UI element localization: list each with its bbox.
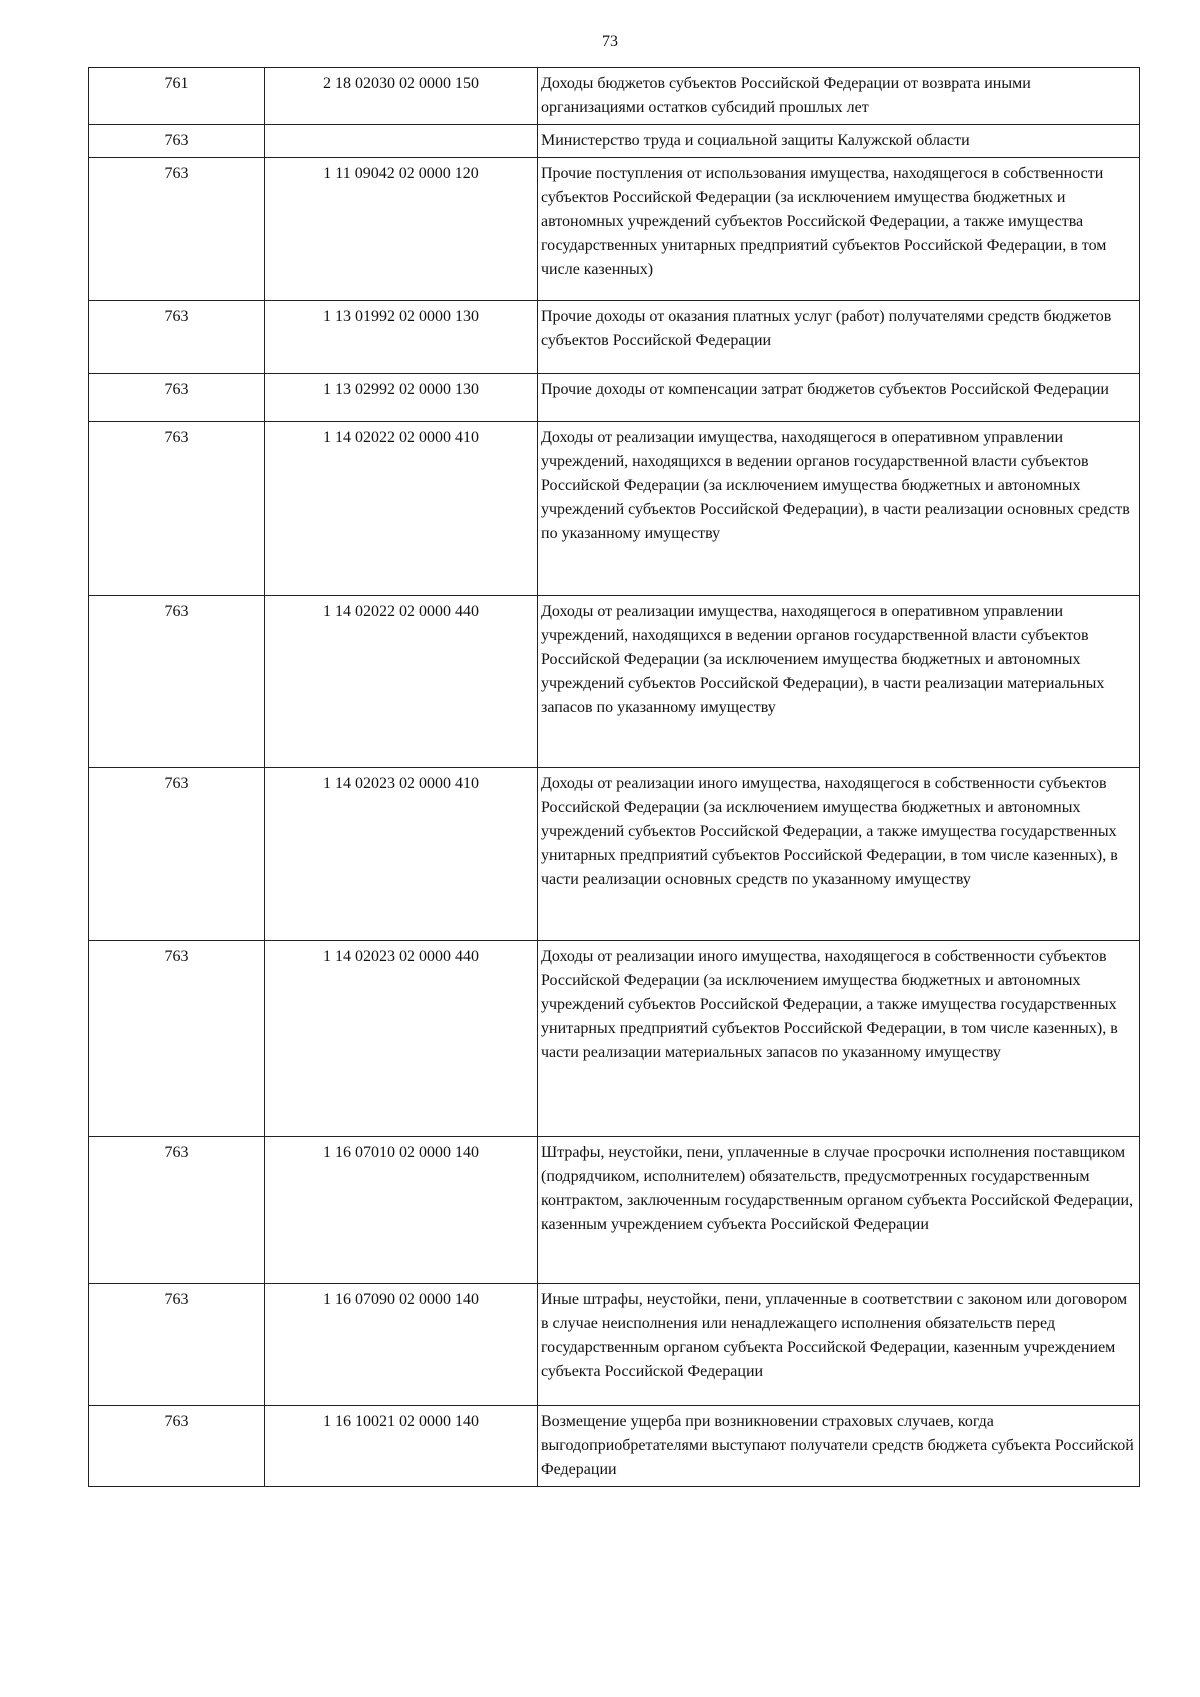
income-name-cell: Прочие доходы от оказания платных услуг (работ) получателями средств бюджетов субъектов Российской Федерации: [538, 301, 1140, 374]
budget-code-cell: 1 13 02992 02 0000 130: [265, 374, 538, 422]
page-number: 73: [602, 33, 618, 50]
income-name-cell: Прочие доходы от компенсации затрат бюджетов субъектов Российской Федерации: [538, 374, 1140, 422]
admin-code-cell: 763: [89, 941, 265, 1137]
income-name-cell: Доходы от реализации иного имущества, находящегося в собственности субъектов Российской Федерации (за исключением имущества бюджетных и автономных учреждений субъектов Российской Федерации, а также имущества государственных унитарных предприятий субъектов Российской Федерации, в том числе казенных), в части реализации основных средств по указанному имуществу: [538, 768, 1140, 941]
table-row: [89, 768, 1140, 941]
budget-code-cell: 1 16 07010 02 0000 140: [265, 1137, 538, 1284]
income-name-cell: Министерство труда и социальной защиты Калужской области: [538, 125, 1140, 158]
table-row: [89, 1284, 1140, 1406]
admin-code-cell: 763: [89, 158, 265, 301]
budget-code-cell: 2 18 02030 02 0000 150: [265, 68, 538, 125]
income-name-cell: Доходы от реализации иного имущества, находящегося в собственности субъектов Российской Федерации (за исключением имущества бюджетных и автономных учреждений субъектов Российской Федерации, а также имущества государственных унитарных предприятий субъектов Российской Федерации, в том числе казенных), в части реализации материальных запасов по указанному имуществу: [538, 941, 1140, 1137]
income-name-cell: Штрафы, неустойки, пени, уплаченные в случае просрочки исполнения поставщиком (подрядчиком, исполнителем) обязательств, предусмотренных государственным контрактом, заключенным государственным органом субъекта Российской Федерации, казенным учреждением субъекта Российской Федерации: [538, 1137, 1140, 1284]
income-name-cell: Возмещение ущерба при возникновении страховых случаев, когда выгодоприобретателями выступают получатели средств бюджета субъекта Российской Федерации: [538, 1406, 1140, 1487]
income-name-cell: Доходы от реализации имущества, находящегося в оперативном управлении учреждений, находящихся в ведении органов государственной власти субъектов Российской Федерации (за исключением имущества бюджетных и автономных учреждений субъектов Российской Федерации), в части реализации материальных запасов по указанному имуществу: [538, 596, 1140, 768]
admin-code-cell: 763: [89, 422, 265, 596]
table-row: [89, 125, 1140, 158]
admin-code-cell: 763: [89, 374, 265, 422]
budget-code-cell: 1 11 09042 02 0000 120: [265, 158, 538, 301]
budget-code-cell: 1 13 01992 02 0000 130: [265, 301, 538, 374]
admin-code-cell: 763: [89, 1137, 265, 1284]
admin-code-cell: 763: [89, 596, 265, 768]
income-name-cell: Доходы бюджетов субъектов Российской Федерации от возврата иными организациями остатков субсидий прошлых лет: [538, 68, 1140, 125]
table-row: [89, 68, 1140, 125]
table-row: [89, 422, 1140, 596]
budget-code-cell: 1 14 02023 02 0000 440: [265, 941, 538, 1137]
revenue-codes-table: [88, 67, 1140, 1487]
budget-code-cell: 1 16 10021 02 0000 140: [265, 1406, 538, 1487]
income-name-cell: Прочие поступления от использования имущества, находящегося в собственности субъектов Российской Федерации (за исключением имущества бюджетных и автономных учреждений субъектов Российской Федерации, а также имущества государственных унитарных предприятий субъектов Российской Федерации, в том числе казенных): [538, 158, 1140, 301]
table-row: [89, 158, 1140, 301]
table-row: [89, 1137, 1140, 1284]
table-row: [89, 596, 1140, 768]
admin-code-cell: 763: [89, 1406, 265, 1487]
table-row: [89, 301, 1140, 374]
admin-code-cell: 761: [89, 68, 265, 125]
budget-code-cell: 1 16 07090 02 0000 140: [265, 1284, 538, 1406]
budget-code-cell: [265, 125, 538, 158]
table-row: [89, 374, 1140, 422]
admin-code-cell: 763: [89, 1284, 265, 1406]
table-row: [89, 941, 1140, 1137]
budget-code-cell: 1 14 02022 02 0000 440: [265, 596, 538, 768]
table-row: [89, 1406, 1140, 1487]
budget-code-cell: 1 14 02023 02 0000 410: [265, 768, 538, 941]
budget-code-cell: 1 14 02022 02 0000 410: [265, 422, 538, 596]
admin-code-cell: 763: [89, 768, 265, 941]
admin-code-cell: 763: [89, 301, 265, 374]
admin-code-cell: 763: [89, 125, 265, 158]
income-name-cell: Доходы от реализации имущества, находящегося в оперативном управлении учреждений, находящихся в ведении органов государственной власти субъектов Российской Федерации (за исключением имущества бюджетных и автономных учреждений субъектов Российской Федерации), в части реализации основных средств по указанному имуществу: [538, 422, 1140, 596]
income-name-cell: Иные штрафы, неустойки, пени, уплаченные в соответствии с законом или договором в случае неисполнения или ненадлежащего исполнения обязательств перед государственным органом субъекта Российской Федерации, казенным учреждением субъекта Российской Федерации: [538, 1284, 1140, 1406]
